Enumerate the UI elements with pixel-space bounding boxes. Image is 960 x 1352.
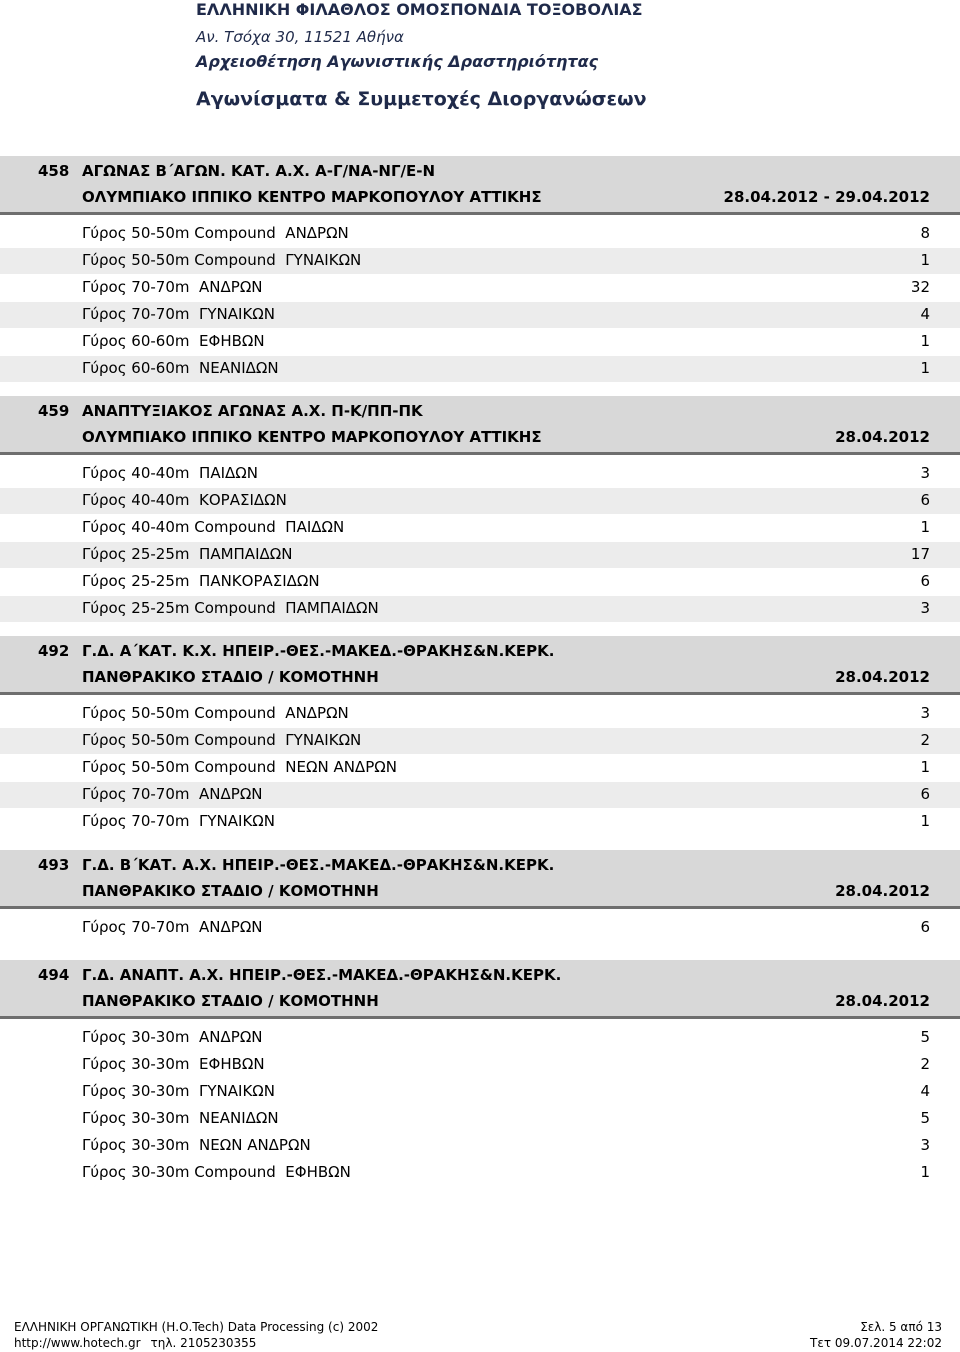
participant-count: 8 — [920, 224, 930, 242]
event-row — [0, 701, 960, 728]
event-label: Γύρος 40-40m ΠΑΙΔΩΝ — [82, 464, 258, 482]
participant-count: 1 — [920, 359, 930, 377]
event-row — [0, 488, 960, 515]
participant-count: 2 — [920, 731, 930, 749]
event-label: Γύρος 25-25m ΠΑΝΚΟΡΑΣΙΔΩΝ — [82, 572, 320, 590]
federation-name: ΕΛΛΗΝΙΚΗ ΦΙΛΑΘΛΟΣ ΟΜΟΣΠΟΝΔΙΑ ΤΟΞΟΒΟΛΙΑΣ — [196, 0, 643, 19]
competition-section — [0, 636, 960, 836]
event-label: Γύρος 30-30m Compound ΕΦΗΒΩΝ — [82, 1163, 351, 1181]
competition-header — [0, 636, 960, 692]
header-divider — [0, 212, 960, 215]
header-divider — [0, 906, 960, 909]
footer-contact — [14, 1336, 256, 1350]
header-divider — [0, 692, 960, 695]
event-label: Γύρος 70-70m ΑΝΔΡΩΝ — [82, 785, 263, 803]
event-label: Γύρος 25-25m Compound ΠΑΜΠΑΙΔΩΝ — [82, 599, 379, 617]
participant-count: 17 — [910, 545, 930, 563]
event-row — [0, 356, 960, 383]
competition-header — [0, 156, 960, 212]
competition-header — [0, 960, 960, 1016]
event-row — [0, 329, 960, 356]
competition-dates: 28.04.2012 — [835, 992, 930, 1010]
competition-dates: 28.04.2012 — [835, 668, 930, 686]
event-label: Γύρος 30-30m ΝΕΑΝΙΔΩΝ — [82, 1109, 279, 1127]
participant-count: 3 — [920, 464, 930, 482]
participant-count: 3 — [920, 704, 930, 722]
participant-count: 6 — [920, 785, 930, 803]
participant-count: 3 — [920, 599, 930, 617]
competition-dates: 28.04.2012 — [835, 428, 930, 446]
event-row — [0, 915, 960, 942]
event-list — [0, 1025, 960, 1187]
competition-title: Γ.Δ. ΑΝΑΠΤ. Α.Χ. ΗΠΕΙΡ.-ΘΕΣ.-ΜΑΚΕΔ.-ΘΡΑΚΗΣ&Ν.ΚΕΡΚ. — [82, 966, 562, 984]
event-row — [0, 461, 960, 488]
event-row — [0, 782, 960, 809]
participant-count: 4 — [920, 1082, 930, 1100]
event-label: Γύρος 50-50m Compound ΝΕΩΝ ΑΝΔΡΩΝ — [82, 758, 397, 776]
participant-count: 1 — [920, 758, 930, 776]
event-row — [0, 1106, 960, 1133]
participant-count: 1 — [920, 332, 930, 350]
competition-title: ΑΓΩΝΑΣ Β΄ΑΓΩΝ. ΚΑΤ. Α.Χ. Α-Γ/ΝΑ-ΝΓ/Ε-Ν — [82, 162, 436, 180]
competition-title: Γ.Δ. Β΄ΚΑΤ. Α.Χ. ΗΠΕΙΡ.-ΘΕΣ.-ΜΑΚΕΔ.-ΘΡΑΚΗΣ&Ν.ΚΕΡΚ. — [82, 856, 555, 874]
event-label: Γύρος 50-50m Compound ΓΥΝΑΙΚΩΝ — [82, 731, 362, 749]
competition-code: 458 — [38, 162, 70, 180]
event-list — [0, 461, 960, 623]
competition-dates: 28.04.2012 — [835, 882, 930, 900]
event-label: Γύρος 60-60m ΕΦΗΒΩΝ — [82, 332, 265, 350]
event-row — [0, 221, 960, 248]
participant-count: 32 — [910, 278, 930, 296]
event-row — [0, 1025, 960, 1052]
event-label: Γύρος 70-70m ΓΥΝΑΙΚΩΝ — [82, 305, 275, 323]
participant-count: 6 — [920, 491, 930, 509]
event-row — [0, 515, 960, 542]
competition-title: Γ.Δ. Α΄ΚΑΤ. Κ.Χ. ΗΠΕΙΡ.-ΘΕΣ.-ΜΑΚΕΔ.-ΘΡΑΚΗΣ&Ν.ΚΕΡΚ. — [82, 642, 555, 660]
archive-subtitle: Αρχειοθέτηση Αγωνιστικής Δραστηριότητας — [196, 52, 599, 71]
event-label: Γύρος 50-50m Compound ΑΝΔΡΩΝ — [82, 224, 349, 242]
event-label: Γύρος 30-30m ΑΝΔΡΩΝ — [82, 1028, 263, 1046]
participant-count: 1 — [920, 1163, 930, 1181]
print-timestamp: Τετ 09.07.2014 22:02 — [810, 1336, 942, 1350]
participant-count: 1 — [920, 518, 930, 536]
event-label: Γύρος 70-70m ΑΝΔΡΩΝ — [82, 918, 263, 936]
event-label: Γύρος 50-50m Compound ΓΥΝΑΙΚΩΝ — [82, 251, 362, 269]
event-label: Γύρος 50-50m Compound ΑΝΔΡΩΝ — [82, 704, 349, 722]
participant-count: 6 — [920, 918, 930, 936]
event-label: Γύρος 40-40m ΚΟΡΑΣΙΔΩΝ — [82, 491, 287, 509]
competition-section — [0, 396, 960, 623]
competition-venue: ΠΑΝΘΡΑΚΙΚΟ ΣΤΑΔΙΟ / ΚΟΜΟΤΗΝΗ — [82, 992, 379, 1010]
competition-code: 493 — [38, 856, 70, 874]
participant-count: 3 — [920, 1136, 930, 1154]
event-row — [0, 275, 960, 302]
event-row — [0, 248, 960, 275]
participant-count: 2 — [920, 1055, 930, 1073]
header-divider — [0, 452, 960, 455]
participant-count: 5 — [920, 1028, 930, 1046]
competition-code: 492 — [38, 642, 70, 660]
participant-count: 4 — [920, 305, 930, 323]
competition-dates: 28.04.2012 - 29.04.2012 — [723, 188, 930, 206]
participant-count: 1 — [920, 251, 930, 269]
competition-header — [0, 396, 960, 452]
participant-count: 1 — [920, 812, 930, 830]
footer-phone: τηλ. 2105230355 — [150, 1336, 257, 1350]
event-list — [0, 701, 960, 836]
competition-venue: ΠΑΝΘΡΑΚΙΚΟ ΣΤΑΔΙΟ / ΚΟΜΟΤΗΝΗ — [82, 882, 379, 900]
participant-count: 5 — [920, 1109, 930, 1127]
event-label: Γύρος 60-60m ΝΕΑΝΙΔΩΝ — [82, 359, 279, 377]
participant-count: 6 — [920, 572, 930, 590]
competition-venue: ΟΛΥΜΠΙΑΚΟ ΙΠΠΙΚΟ ΚΕΝΤΡΟ ΜΑΡΚΟΠΟΥΛΟΥ ΑΤΤΙΚΗΣ — [82, 428, 542, 446]
competition-venue: ΟΛΥΜΠΙΑΚΟ ΙΠΠΙΚΟ ΚΕΝΤΡΟ ΜΑΡΚΟΠΟΥΛΟΥ ΑΤΤΙΚΗΣ — [82, 188, 542, 206]
competition-title: ΑΝΑΠΤΥΞΙΑΚΟΣ ΑΓΩΝΑΣ Α.Χ. Π-Κ/ΠΠ-ΠΚ — [82, 402, 423, 420]
header-divider — [0, 1016, 960, 1019]
event-row — [0, 302, 960, 329]
event-label: Γύρος 30-30m ΕΦΗΒΩΝ — [82, 1055, 265, 1073]
event-label: Γύρος 25-25m ΠΑΜΠΑΙΔΩΝ — [82, 545, 293, 563]
event-row — [0, 1052, 960, 1079]
event-label: Γύρος 70-70m ΓΥΝΑΙΚΩΝ — [82, 812, 275, 830]
competition-header — [0, 850, 960, 906]
competition-section — [0, 850, 960, 942]
event-row — [0, 542, 960, 569]
event-row — [0, 596, 960, 623]
event-label: Γύρος 70-70m ΑΝΔΡΩΝ — [82, 278, 263, 296]
event-label: Γύρος 30-30m ΓΥΝΑΙΚΩΝ — [82, 1082, 275, 1100]
competition-code: 459 — [38, 402, 70, 420]
event-row — [0, 1160, 960, 1187]
event-row — [0, 809, 960, 836]
page-number: Σελ. 5 από 13 — [860, 1320, 942, 1334]
competition-section — [0, 156, 960, 383]
competition-venue: ΠΑΝΘΡΑΚΙΚΟ ΣΤΑΔΙΟ / ΚΟΜΟΤΗΝΗ — [82, 668, 379, 686]
event-row — [0, 1079, 960, 1106]
event-list — [0, 915, 960, 942]
footer-company: ΕΛΛΗΝΙΚΗ ΟΡΓΑΝΩΤΙΚΗ (Η.Ο.Tech) Data Processing (c) 2002 — [14, 1320, 379, 1334]
event-label: Γύρος 30-30m ΝΕΩΝ ΑΝΔΡΩΝ — [82, 1136, 311, 1154]
footer-website[interactable]: http://www.hotech.gr — [14, 1336, 141, 1350]
competition-section — [0, 960, 960, 1187]
federation-address: Αν. Τσόχα 30, 11521 Αθήνα — [196, 28, 404, 46]
event-label: Γύρος 40-40m Compound ΠΑΙΔΩΝ — [82, 518, 345, 536]
event-list — [0, 221, 960, 383]
event-row — [0, 569, 960, 596]
event-row — [0, 728, 960, 755]
event-row — [0, 1133, 960, 1160]
report-title: Αγωνίσματα & Συμμετοχές Διοργανώσεων — [196, 88, 647, 110]
competition-code: 494 — [38, 966, 70, 984]
event-row — [0, 755, 960, 782]
